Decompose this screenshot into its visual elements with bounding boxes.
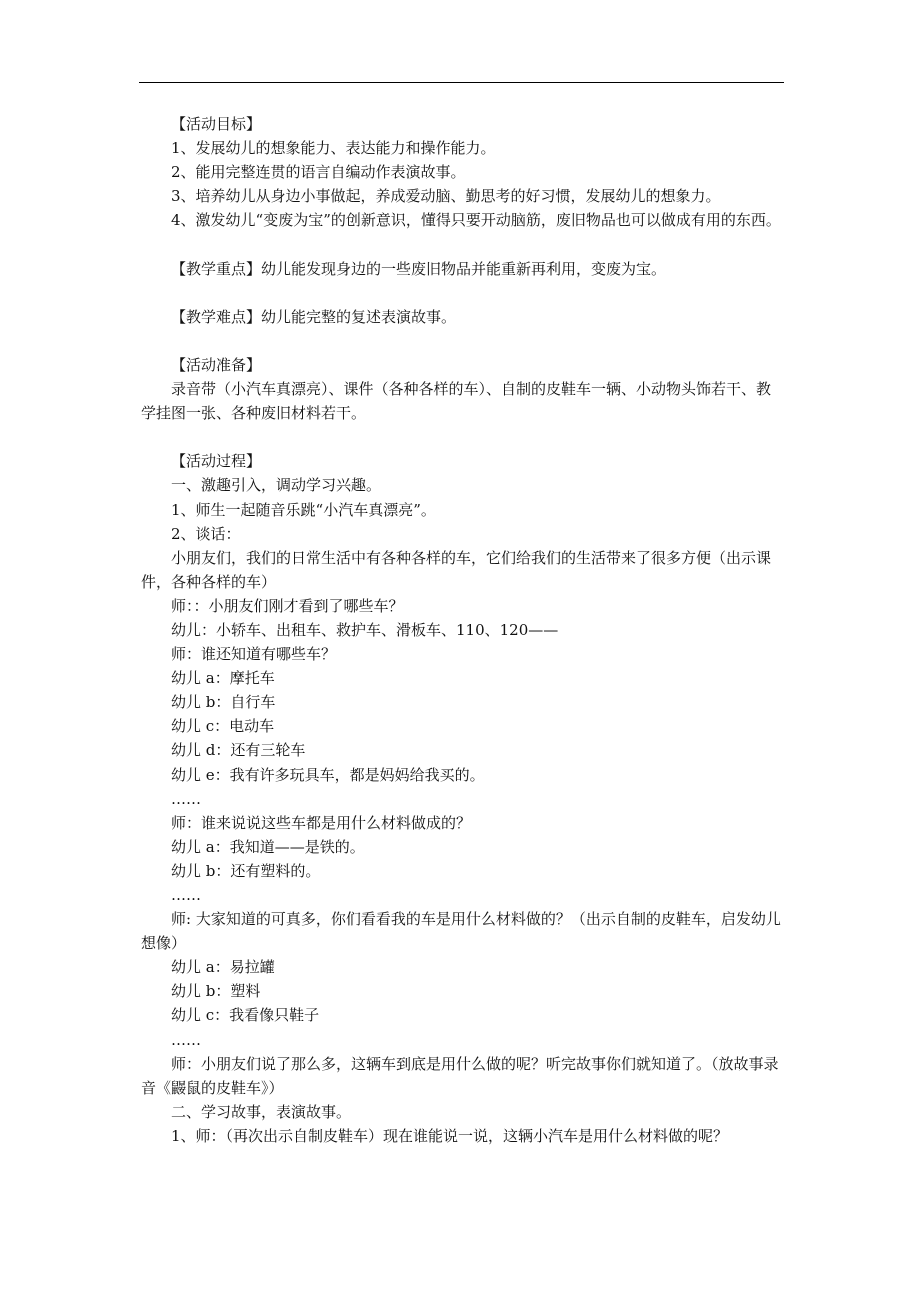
process-line: 幼儿 b：自行车	[171, 693, 276, 712]
process-line: 幼儿 b：还有塑料的。	[171, 861, 321, 880]
process-line: 1、师生一起随音乐跳“小汽车真漂亮”。	[171, 500, 436, 519]
goal-item: 4、激发幼儿“变废为宝”的创新意识，懂得只要开动脑筋，废旧物品也可以做成有用的东西。	[171, 211, 781, 230]
goals-heading: 【活动目标】	[171, 115, 262, 133]
process-line: 2、谈话：	[171, 524, 241, 543]
process-line: 师：：小朋友们刚才看到了哪些车？	[171, 596, 404, 615]
key-point: 【教学重点】幼儿能发现身边的一些废旧物品并能重新再利用，变废为宝。	[171, 259, 667, 278]
process-line: 幼儿 c：电动车	[171, 717, 275, 736]
goal-item: 1、发展幼儿的想象能力、表达能力和操作能力。	[171, 139, 496, 158]
process-line: 幼儿 e：我有许多玩具车，都是妈妈给我买的。	[171, 765, 485, 784]
process-line: 师：谁来说说这些车都是用什么材料做成的？	[171, 813, 472, 832]
process-line: 1、师：（再次出示自制皮鞋车）现在谁能说一说，这辆小汽车是用什么材料做的呢？	[171, 1126, 729, 1145]
process-line: 幼儿：小轿车、出租车、救护车、滑板车、110、120——	[171, 620, 559, 639]
process-line: 师：小朋友们说了那么多，这辆车到底是用什么做的呢？听完故事你们就知道了。（放故事录音《鼹鼠的皮鞋车》）	[141, 1054, 779, 1097]
document-body	[141, 112, 785, 1148]
goal-item: 2、能用完整连贯的语言自编动作表演故事。	[171, 163, 466, 182]
header-rule	[139, 82, 784, 83]
goal-item: 3、培养幼儿从身边小事做起，养成爱动脑、勤思考的好习惯，发展幼儿的想象力。	[171, 187, 721, 206]
ellipsis-line: ……	[171, 1030, 201, 1049]
process-line: 幼儿 a：易拉罐	[171, 958, 275, 977]
process-line: 一、激趣引入，调动学习兴趣。	[171, 476, 382, 495]
ellipsis-line: ……	[171, 789, 201, 808]
process-heading: 【活动过程】	[171, 452, 262, 471]
prep-text: 录音带（小汽车真漂亮）、课件（各种各样的车）、自制的皮鞋车一辆、小动物头饰若干、教学挂图一张、各种废旧材料若干。	[141, 380, 772, 423]
process-line: 幼儿 d：还有三轮车	[171, 741, 306, 760]
prep-heading: 【活动准备】	[171, 355, 262, 374]
process-line: 小朋友们，我们的日常生活中有各种各样的车，它们给我们的生活带来了很多方便（出示课件，各种各样的车）	[141, 548, 772, 591]
process-line: 师：谁还知道有哪些车？	[171, 645, 337, 664]
ellipsis-line: ……	[171, 886, 201, 904]
process-line: 幼儿 b：塑料	[171, 982, 261, 1001]
difficulty: 【教学难点】幼儿能完整的复述表演故事。	[171, 307, 457, 326]
process-line: 幼儿 c：我看像只鞋子	[171, 1006, 320, 1025]
process-line: 幼儿 a：摩托车	[171, 669, 275, 688]
process-line: 师: 大家知道的可真多，你们看看我的车是用什么材料做的？（出示自制的皮鞋车，启发幼儿想像）	[141, 910, 781, 953]
process-line: 二、学习故事，表演故事。	[171, 1102, 352, 1121]
process-line: 幼儿 a：我知道——是铁的。	[171, 837, 365, 856]
